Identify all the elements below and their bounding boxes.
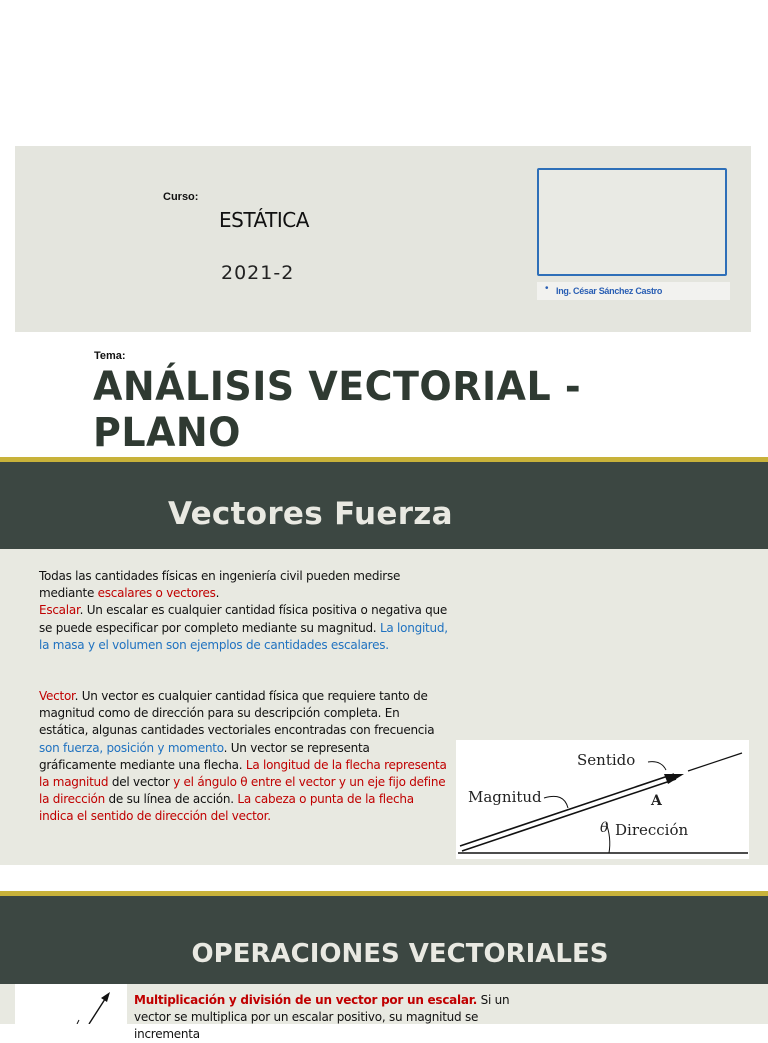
highlight-blue: son fuerza, posición y momento bbox=[39, 740, 224, 755]
highlight-red: La cabeza o punta de la flecha indica el sentido de dirección del vector. bbox=[39, 792, 414, 824]
vector-figure bbox=[456, 740, 749, 859]
tema-title: ANÁLISIS VECTORIAL - PLANO bbox=[93, 364, 582, 456]
tema-label: Tema: bbox=[94, 350, 126, 362]
label-magnitud: Magnitud bbox=[468, 788, 542, 806]
text: Si un vector se multiplica por un escalar positivo, su magnitud se incrementa bbox=[134, 993, 510, 1041]
highlight-blue: La longitud, la masa y el volumen son ejemplos de cantidades escalares. bbox=[39, 620, 448, 652]
arrow-head bbox=[101, 992, 110, 1002]
vector-diagram bbox=[456, 740, 749, 859]
text: del vector bbox=[108, 775, 174, 790]
highlight-red: Multiplicación y división de un vector por un escalar. bbox=[134, 993, 478, 1007]
tick bbox=[77, 1020, 79, 1024]
logo-placeholder bbox=[537, 168, 727, 276]
operation-diagram bbox=[15, 984, 127, 1024]
text: . Un escalar es cualquier cantidad física positiva o negativa que se puede especificar por completo mediante su magnitud. bbox=[39, 603, 447, 635]
text: . bbox=[215, 586, 220, 601]
title-slide bbox=[15, 146, 751, 332]
vector-arrow bbox=[89, 996, 107, 1024]
operations-paragraph bbox=[134, 992, 534, 1043]
author-name: Ing. César Sánchez Castro bbox=[556, 286, 663, 296]
text: . Un vector es cualquier cantidad física que requiere tanto de magnitud como de dirección para su descripción completa. En estática, algunas cantidades vectoriales encontradas con frecuencia bbox=[39, 689, 435, 738]
highlight-red: y el ángulo θ entre el vector y un eje fijo define la dirección bbox=[39, 775, 446, 807]
line-of-action bbox=[688, 753, 742, 771]
bullet-icon: • bbox=[545, 283, 549, 294]
label-vector-a: A bbox=[651, 793, 662, 809]
slide3-body bbox=[0, 984, 768, 1041]
label-sentido: Sentido bbox=[577, 751, 636, 769]
operation-figure bbox=[15, 984, 127, 1024]
sentido-leader bbox=[648, 762, 666, 770]
slide3-header bbox=[0, 896, 768, 984]
course-term: 2021-2 bbox=[221, 262, 295, 284]
term-vector: Vector bbox=[39, 689, 75, 703]
label-direccion: Dirección bbox=[615, 821, 689, 839]
curso-label: Curso: bbox=[163, 191, 199, 203]
paragraph-vector bbox=[39, 688, 449, 826]
slide3-title: OPERACIONES VECTORIALES bbox=[191, 939, 609, 969]
slide2-header bbox=[0, 462, 768, 549]
highlight-red: La longitud de la flecha representa la magnitud bbox=[39, 757, 447, 790]
term-escalar: Escalar bbox=[39, 603, 80, 618]
text: de su línea de acción. bbox=[104, 792, 238, 807]
magnitud-leader bbox=[544, 796, 568, 808]
course-name: ESTÁTICA bbox=[219, 208, 309, 232]
author-bar bbox=[537, 282, 730, 300]
label-theta: θ bbox=[600, 820, 609, 836]
text: . Un vector se representa gráficamente mediante una flecha. bbox=[39, 740, 370, 772]
highlight-red: escalares o vectores bbox=[97, 586, 216, 601]
slide2-title: Vectores Fuerza bbox=[168, 496, 453, 532]
text: Todas las cantidades físicas en ingeniería civil pueden medirse mediante bbox=[39, 569, 401, 601]
paragraph-intro bbox=[39, 568, 449, 654]
